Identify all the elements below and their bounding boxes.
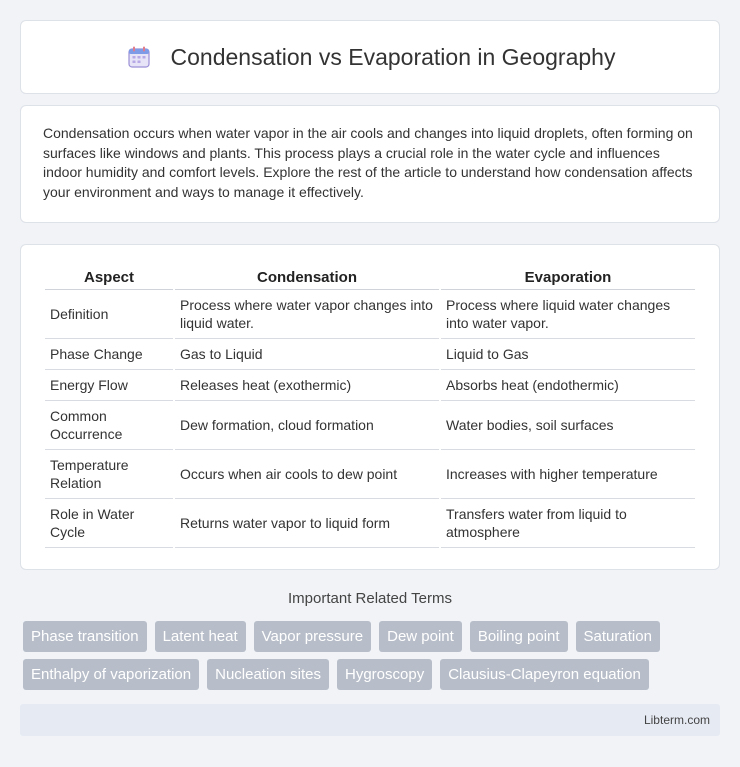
column-header-aspect: Aspect xyxy=(45,265,173,290)
table-cell: Process where liquid water changes into water vapor. xyxy=(441,290,695,339)
tag-latent-heat[interactable]: Latent heat xyxy=(155,621,246,652)
tag-dew-point[interactable]: Dew point xyxy=(379,621,462,652)
table-row xyxy=(45,499,695,548)
footer xyxy=(20,704,720,736)
title-wrap xyxy=(125,43,616,71)
table-cell: Returns water vapor to liquid form xyxy=(175,499,439,548)
column-header-condensation: Condensation xyxy=(175,265,439,290)
table-cell: Process where water vapor changes into liquid water. xyxy=(175,290,439,339)
related-terms-heading: Important Related Terms xyxy=(288,590,452,607)
table-header-row xyxy=(45,265,695,290)
table-cell: Water bodies, soil surfaces xyxy=(441,401,695,450)
table-row xyxy=(45,450,695,499)
comparison-table xyxy=(43,265,697,548)
table-cell: Gas to Liquid xyxy=(175,339,439,370)
tag-clausius-clapeyron-equation[interactable]: Clausius-Clapeyron equation xyxy=(440,659,649,690)
intro-paragraph: Condensation occurs when water vapor in the air cools and changes into liquid droplets, often forming on surfaces like windows and plants. This process plays a crucial role in the water cycle and influences indoor humidity and comfort levels. Explore the rest of the article to understand how condensation affects your environment and ways to manage it effectively. xyxy=(43,125,693,200)
tag-hygroscopy[interactable]: Hygroscopy xyxy=(337,659,432,690)
tag-phase-transition[interactable]: Phase transition xyxy=(23,621,147,652)
table-cell: Phase Change xyxy=(45,339,173,370)
tag-saturation[interactable]: Saturation xyxy=(576,621,660,652)
table-cell: Role in Water Cycle xyxy=(45,499,173,548)
related-terms-list xyxy=(23,621,723,690)
table-row xyxy=(45,339,695,370)
tag-enthalpy-of-vaporization[interactable]: Enthalpy of vaporization xyxy=(23,659,199,690)
table-cell: Definition xyxy=(45,290,173,339)
tag-vapor-pressure[interactable]: Vapor pressure xyxy=(254,621,371,652)
table-cell: Absorbs heat (endothermic) xyxy=(441,370,695,401)
table-cell: Dew formation, cloud formation xyxy=(175,401,439,450)
table-row xyxy=(45,401,695,450)
table-cell: Common Occurrence xyxy=(45,401,173,450)
comparison-table-card xyxy=(20,244,720,570)
intro-card xyxy=(20,105,720,223)
table-cell: Transfers water from liquid to atmosphere xyxy=(441,499,695,548)
column-header-evaporation: Evaporation xyxy=(441,265,695,290)
table-cell: Temperature Relation xyxy=(45,450,173,499)
footer-brand-link[interactable]: Libterm.com xyxy=(643,713,710,727)
calendar-icon xyxy=(125,43,153,71)
header-card xyxy=(20,20,720,94)
table-row xyxy=(45,290,695,339)
table-cell: Releases heat (exothermic) xyxy=(175,370,439,401)
tag-boiling-point[interactable]: Boiling point xyxy=(470,621,568,652)
table-cell: Increases with higher temperature xyxy=(441,450,695,499)
table-cell: Occurs when air cools to dew point xyxy=(175,450,439,499)
table-cell: Liquid to Gas xyxy=(441,339,695,370)
page-title: Condensation vs Evaporation in Geography xyxy=(170,43,616,70)
table-cell: Energy Flow xyxy=(45,370,173,401)
table-row xyxy=(45,370,695,401)
tag-nucleation-sites[interactable]: Nucleation sites xyxy=(207,659,329,690)
